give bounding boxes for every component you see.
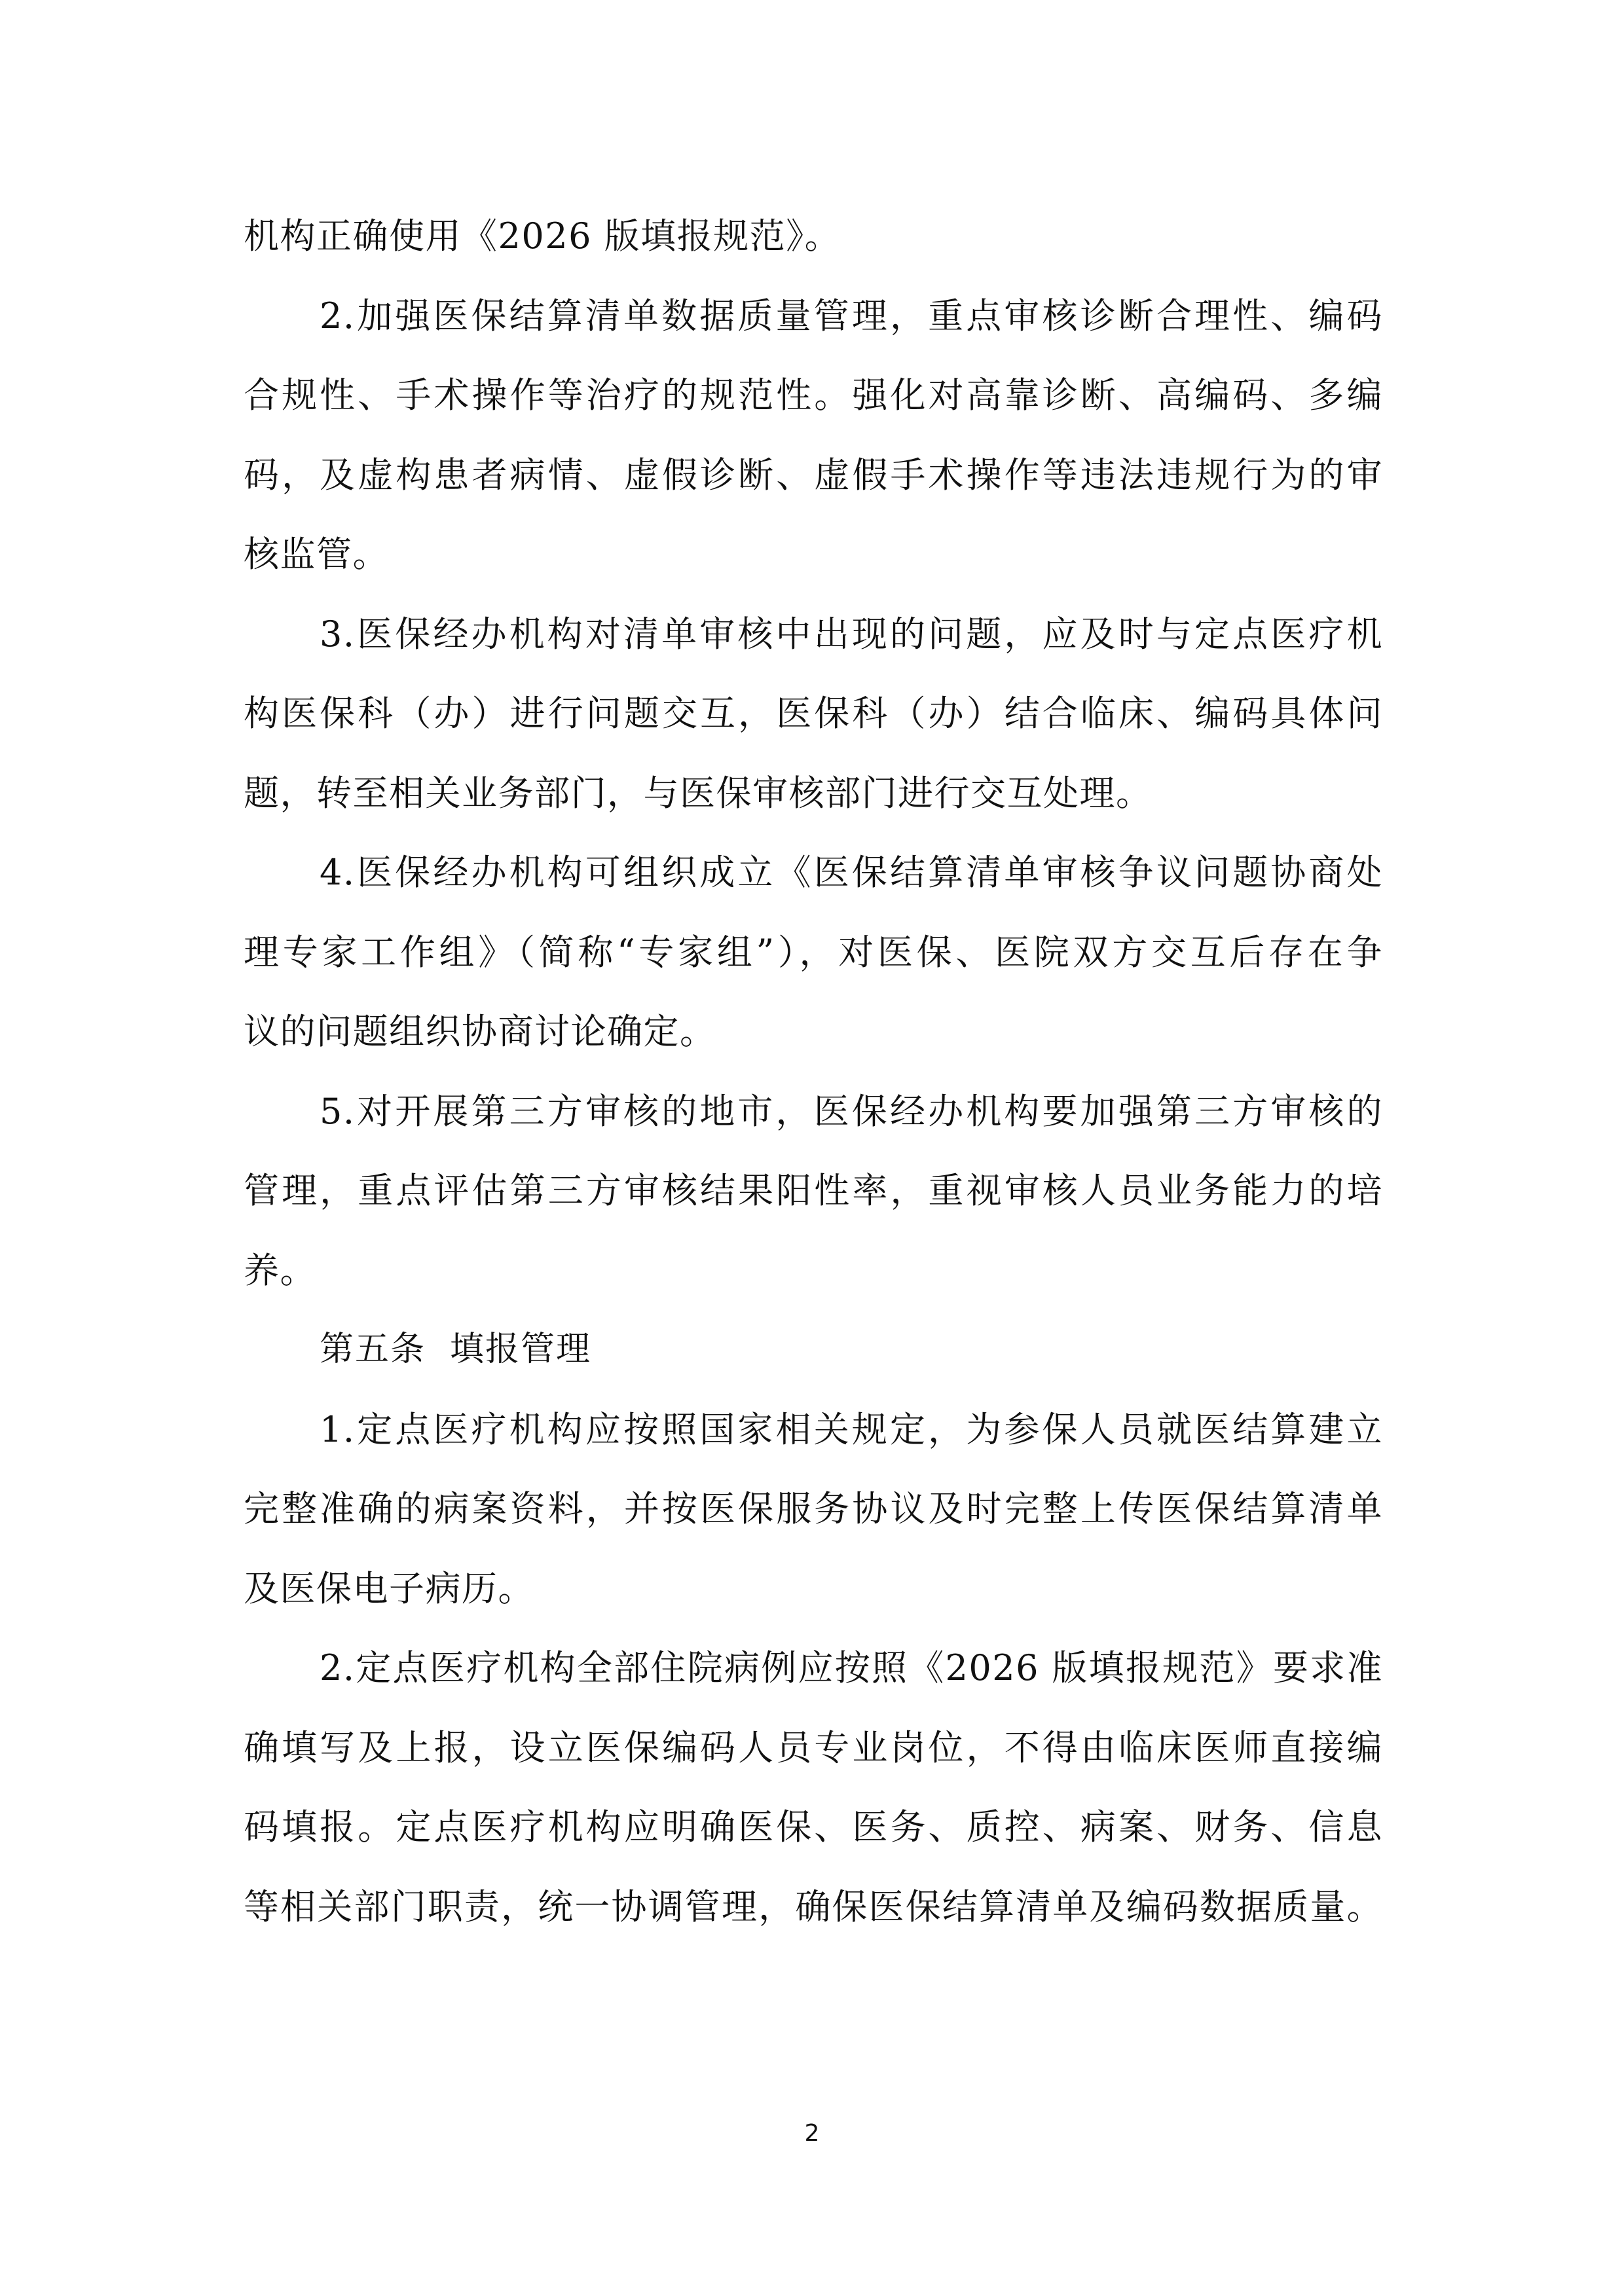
- section-heading: 第五条 填报管理: [320, 1330, 592, 1369]
- text-line: 1.定点医疗机构应按照国家相关规定，为参保人员就医结算建立: [320, 1408, 1383, 1450]
- text-line: 题，转至相关业务部门，与医保审核部门进行交互处理。: [244, 772, 1153, 814]
- paragraph-item-3: [244, 594, 1383, 833]
- text-line: 理专家工作组》（简称“专家组”），对医保、医院双方交互后存在争: [244, 931, 1383, 973]
- text-line: 核监管。: [244, 534, 389, 575]
- text-line: 构医保科（办）进行问题交互，医保科（办）结合临床、编码具体问: [244, 693, 1383, 734]
- paragraph-section-item-2: [244, 1628, 1383, 1946]
- text-line: 机构正确使用《2026 版填报规范》。: [244, 215, 841, 257]
- text-line: 2.加强医保结算清单数据质量管理，重点审核诊断合理性、编码: [320, 295, 1383, 337]
- text-line: 合规性、手术操作等治疗的规范性。强化对高靠诊断、高编码、多编: [244, 374, 1383, 416]
- text-line: 养。: [244, 1249, 316, 1291]
- paragraph-item-4: [244, 833, 1383, 1072]
- document-page: [244, 196, 1383, 1946]
- text-line: 5.对开展第三方审核的地市，医保经办机构要加强第三方审核的: [320, 1090, 1383, 1132]
- text-line: 码，及虚构患者病情、虚假诊断、虚假手术操作等违法违规行为的审: [244, 454, 1383, 496]
- text-line: 4.医保经办机构可组织成立《医保结算清单审核争议问题协商处: [320, 852, 1383, 893]
- text-line: 议的问题组织协商讨论确定。: [244, 1011, 716, 1052]
- text-line: 完整准确的病案资料，并按医保服务协议及时完整上传医保结算清单: [244, 1488, 1383, 1529]
- paragraph-continuation: [244, 196, 1383, 276]
- text-line: 等相关部门职责，统一协调管理，确保医保结算清单及编码数据质量。: [244, 1886, 1383, 1927]
- text-line: 及医保电子病历。: [244, 1567, 534, 1609]
- paragraph-section-item-1: [244, 1390, 1383, 1629]
- paragraph-item-2: [244, 276, 1383, 594]
- paragraph-item-5: [244, 1072, 1383, 1311]
- text-line: 3.医保经办机构对清单审核中出现的问题，应及时与定点医疗机: [320, 613, 1383, 655]
- text-line: 管理，重点评估第三方审核结果阳性率，重视审核人员业务能力的培: [244, 1170, 1383, 1211]
- text-line: 2.定点医疗机构全部住院病例应按照《2026 版填报规范》要求准: [320, 1647, 1383, 1688]
- page-number: 2: [804, 2120, 820, 2147]
- text-line: 确填写及上报，设立医保编码人员专业岗位，不得由临床医师直接编: [244, 1726, 1383, 1768]
- text-line: 码填报。定点医疗机构应明确医保、医务、质控、病案、财务、信息: [244, 1806, 1383, 1848]
